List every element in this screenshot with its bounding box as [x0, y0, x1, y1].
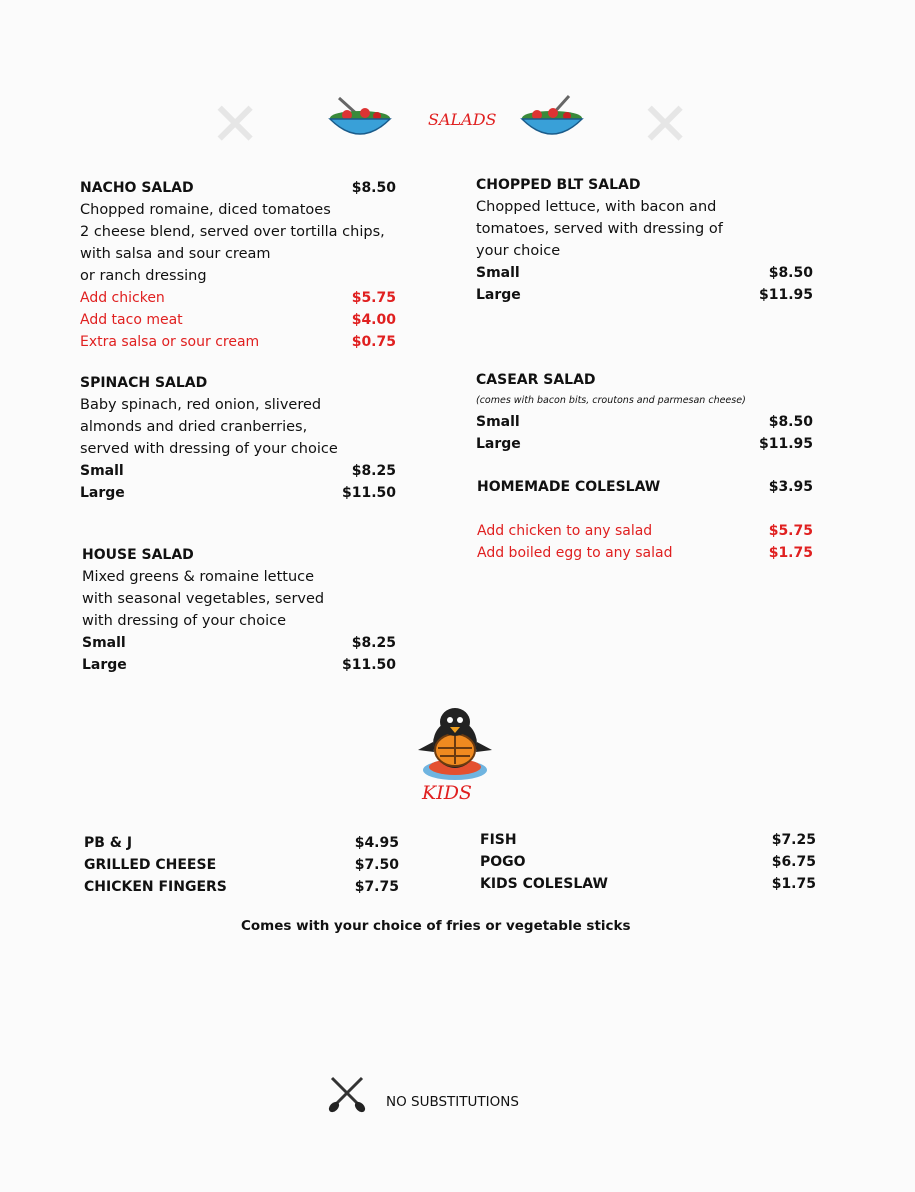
item-desc-line: almonds and dried cranberries, — [80, 419, 308, 435]
menu-item-blt-salad — [476, 174, 813, 306]
size-label: Large — [82, 657, 127, 673]
kids-list-left — [84, 832, 399, 898]
size-row — [476, 262, 813, 284]
addon-price: $1.75 — [768, 545, 813, 561]
size-label: Large — [476, 436, 521, 452]
item-desc-line: with dressing of your choice — [82, 613, 287, 629]
addon-price: $5.75 — [351, 290, 396, 306]
ghost-utensils-icon: ✕ — [640, 90, 691, 160]
addon-price: $5.75 — [768, 523, 813, 539]
item-desc-line: your choice — [476, 243, 561, 259]
kids-item — [84, 832, 399, 854]
size-price: $11.50 — [341, 657, 396, 673]
kids-item — [480, 829, 816, 851]
addon-row — [80, 309, 396, 331]
item-desc-line: Chopped lettuce, with bacon and — [476, 199, 717, 215]
item-name: HOUSE SALAD — [82, 547, 194, 563]
kids-item-name: POGO — [480, 854, 526, 870]
size-row — [82, 654, 396, 676]
size-row — [476, 433, 813, 455]
kids-item — [84, 876, 399, 898]
menu-item-caesar-salad — [476, 369, 813, 455]
item-desc-line: 2 cheese blend, served over tortilla chips, — [80, 224, 385, 240]
item-name: SPINACH SALAD — [80, 375, 208, 391]
item-desc-line: or ranch dressing — [80, 268, 207, 284]
size-price: $8.25 — [351, 635, 396, 651]
addon-row — [80, 287, 396, 309]
salad-bowl-icon — [325, 94, 395, 146]
menu-item-nacho-salad — [80, 177, 396, 353]
size-price: $11.95 — [758, 287, 813, 303]
addon-price: $4.00 — [351, 312, 396, 328]
size-price: $8.50 — [768, 265, 813, 281]
salad-bowl-icon — [517, 94, 587, 146]
size-label: Small — [476, 265, 520, 281]
size-price: $11.50 — [341, 485, 396, 501]
item-desc-line: with salsa and sour cream — [80, 246, 271, 262]
size-row — [82, 632, 396, 654]
kids-note: Comes with your choice of fries or vegetable sticks — [241, 918, 631, 934]
kids-item-price: $4.95 — [354, 835, 399, 851]
kids-item-price: $1.75 — [771, 876, 816, 892]
item-desc-line: served with dressing of your choice — [80, 441, 338, 457]
addon-price: $0.75 — [351, 334, 396, 350]
kids-item — [84, 854, 399, 876]
size-row — [476, 411, 813, 433]
kids-item-name: FISH — [480, 832, 517, 848]
size-label: Small — [80, 463, 124, 479]
kids-item-name: KIDS COLESLAW — [480, 876, 608, 892]
item-desc-line: tomatoes, served with dressing of — [476, 221, 723, 237]
item-price: $8.50 — [351, 180, 396, 196]
kids-item-name: PB & J — [84, 835, 133, 851]
item-name: CHOPPED BLT SALAD — [476, 177, 641, 193]
size-row — [80, 482, 396, 504]
addon-label: Add boiled egg to any salad — [477, 545, 673, 561]
size-price: $8.25 — [351, 463, 396, 479]
kids-item-name: CHICKEN FINGERS — [84, 879, 227, 895]
menu-item-house-salad — [82, 544, 396, 676]
item-desc-line: Baby spinach, red onion, slivered — [80, 397, 322, 413]
ghost-utensils-icon: ✕ — [210, 90, 261, 160]
menu-item-homemade-coleslaw — [477, 476, 813, 498]
item-desc-line: Chopped romaine, diced tomatoes — [80, 202, 331, 218]
addon-label: Add chicken to any salad — [477, 523, 653, 539]
salads-title: SALADS — [428, 110, 497, 129]
item-name: NACHO SALAD — [80, 180, 194, 196]
addon-label: Extra salsa or sour cream — [80, 334, 260, 350]
item-name: HOMEMADE COLESLAW — [477, 479, 661, 495]
footer-note: NO SUBSTITUTIONS — [386, 1094, 519, 1110]
crossed-paddles-icon — [326, 1074, 368, 1114]
size-price: $8.50 — [768, 414, 813, 430]
size-row — [80, 460, 396, 482]
size-label: Large — [80, 485, 125, 501]
kids-item — [480, 851, 816, 873]
kids-item-price: $7.50 — [354, 857, 399, 873]
addon-label: Add chicken — [80, 290, 165, 306]
kids-item-price: $7.25 — [771, 832, 816, 848]
addon-row — [80, 331, 396, 353]
item-desc-line: with seasonal vegetables, served — [82, 591, 325, 607]
item-name: CASEAR SALAD — [476, 372, 596, 388]
size-row — [476, 284, 813, 306]
item-price: $3.95 — [768, 479, 813, 495]
size-label: Small — [82, 635, 126, 651]
addon-row — [477, 542, 813, 564]
addon-label: Add taco meat — [80, 312, 183, 328]
menu-item-spinach-salad — [80, 372, 396, 504]
salad-extras — [477, 520, 813, 564]
salads-header — [325, 92, 590, 152]
item-note: (comes with bacon bits, croutons and parmesan cheese) — [476, 395, 746, 406]
kids-title: KIDS — [422, 782, 472, 804]
size-label: Small — [476, 414, 520, 430]
kids-item-name: GRILLED CHEESE — [84, 857, 217, 873]
item-desc-line: Mixed greens & romaine lettuce — [82, 569, 315, 585]
addon-row — [477, 520, 813, 542]
kids-list-right — [480, 829, 816, 895]
size-price: $11.95 — [758, 436, 813, 452]
penguin-icon — [410, 702, 500, 782]
size-label: Large — [476, 287, 521, 303]
kids-item-price: $6.75 — [771, 854, 816, 870]
kids-item-price: $7.75 — [354, 879, 399, 895]
kids-item — [480, 873, 816, 895]
